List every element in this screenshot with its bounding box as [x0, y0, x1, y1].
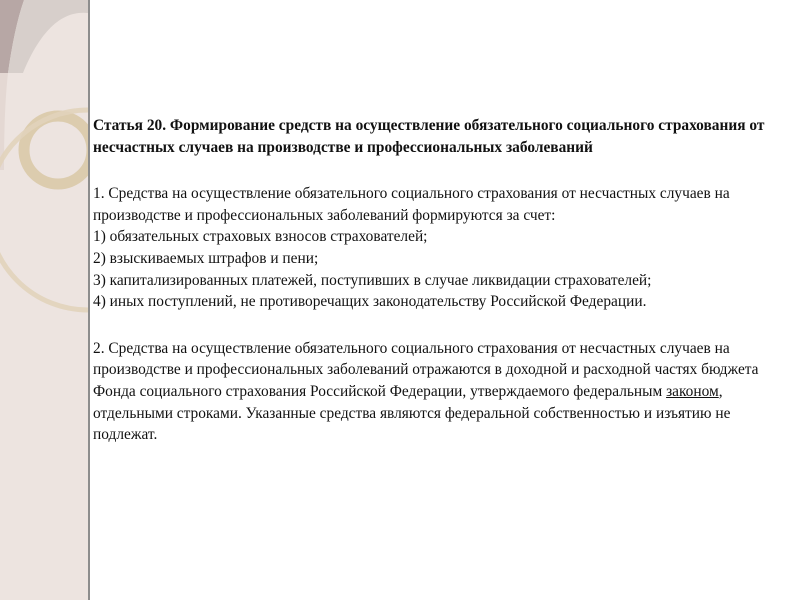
- section1-item-2: 2) взыскиваемых штрафов и пени;: [93, 249, 319, 267]
- section1-item-1: 1) обязательных страховых взносов страхователей;: [93, 228, 428, 246]
- decorative-sidebar: [0, 0, 90, 600]
- decorative-rings-graphic: [0, 0, 90, 600]
- article-heading: Статья 20. Формирование средств на осуществление обязательного социального страхования от несчастных случаев на производстве и профессиональных заболеваний: [93, 117, 765, 156]
- section-spacer: [93, 158, 783, 183]
- section2-paragraph: [93, 338, 783, 446]
- vertical-divider: [88, 0, 90, 600]
- section1-intro: 1. Средства на осуществление обязательного социального страхования от несчастных случаев на производстве и профессиональных заболеваний формируются за счет:: [93, 185, 730, 224]
- section2-text-after-link: , отдельными строками. Указанные средства являются федеральной собственностью и изъятию не подлежат.: [93, 382, 731, 444]
- law-link[interactable]: законом: [666, 382, 719, 400]
- section-spacer-2: [93, 313, 783, 338]
- section1-item-3: 3) капитализированных платежей, поступивших в случае ликвидации страхователей;: [93, 271, 652, 289]
- section2-text-before-link: 2. Средства на осуществление обязательного социального страхования от несчастных случаев на производстве и профессиональных заболеваний отражаются в доходной и расходной частях бюджета Фонда социального страхования Российской Федерации, утверждаемого федеральным: [93, 339, 759, 400]
- article-content: [93, 115, 783, 446]
- section1-item-4: 4) иных поступлений, не противоречащих законодательству Российской Федерации.: [93, 293, 647, 311]
